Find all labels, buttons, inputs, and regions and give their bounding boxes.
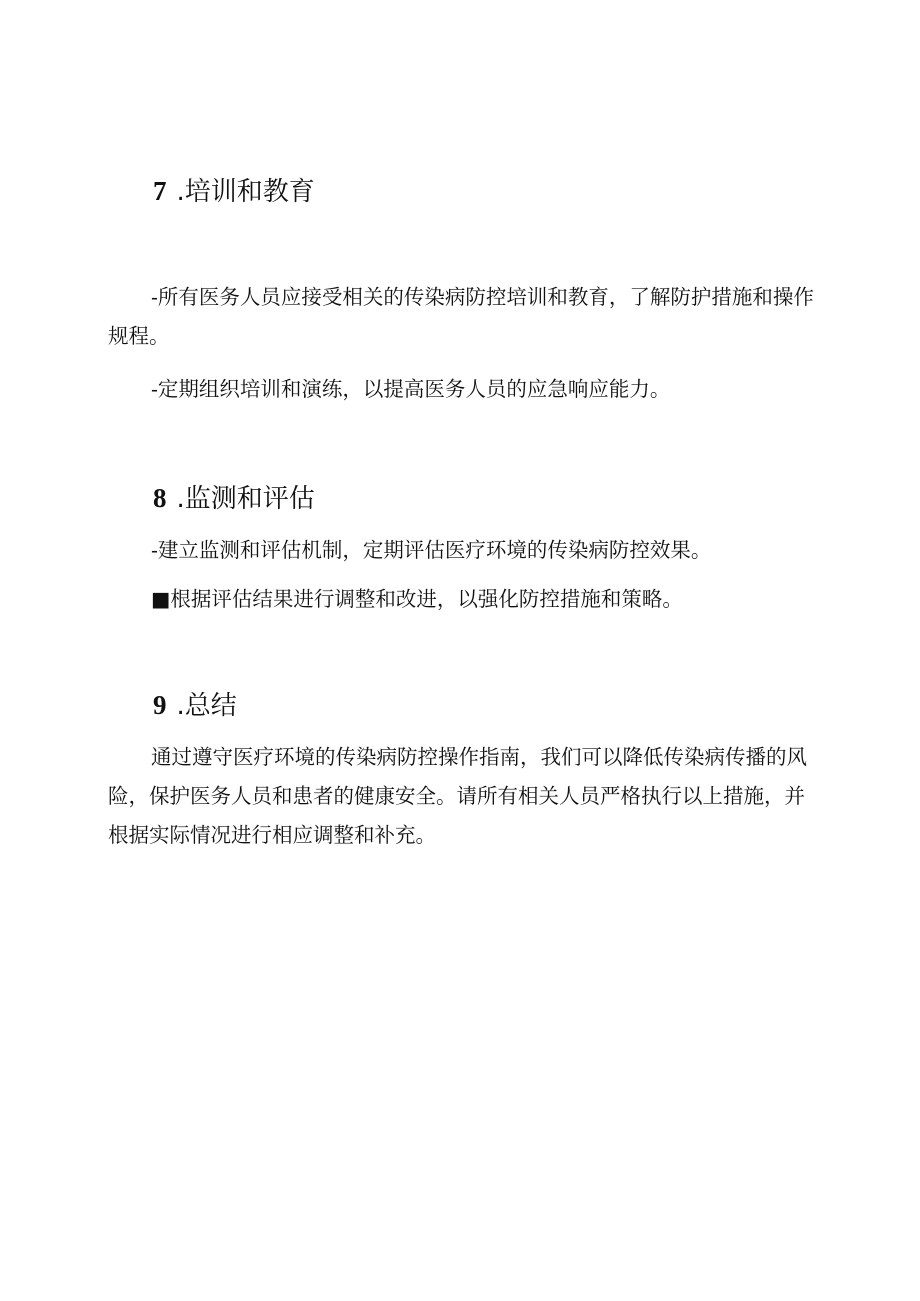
section-8-paragraph-1: -建立监测和评估机制，定期评估医疗环境的传染病防控效果。 — [151, 538, 712, 562]
section-8-paragraph-2: ■根据评估结果进行调整和改进，以强化防控措施和策略。 — [151, 587, 683, 611]
section-7-title: .培训和教育 — [176, 177, 315, 207]
section-8-heading — [153, 483, 315, 514]
section-8-title: .监测和评估 — [176, 484, 315, 514]
section-7-number: 7 — [153, 176, 167, 206]
section-7-heading — [153, 176, 315, 207]
section-8-number: 8 — [153, 483, 167, 513]
section-7-paragraph-1: -所有医务人员应接受相关的传染病防控培训和教育，了解防护措施和操作规程。 — [108, 285, 814, 348]
section-9-title: .总结 — [176, 691, 237, 721]
section-7-paragraph-2: -定期组织培训和演练，以提高医务人员的应急响应能力。 — [151, 377, 671, 401]
section-9-heading — [153, 690, 237, 721]
section-9-number: 9 — [153, 690, 167, 720]
section-9-paragraph-1: 通过遵守医疗环境的传染病防控操作指南，我们可以降低传染病传播的风险，保护医务人员和患者的健康安全。请所有相关人员严格执行以上措施，并根据实际情况进行相应调整和补充。 — [108, 745, 807, 847]
